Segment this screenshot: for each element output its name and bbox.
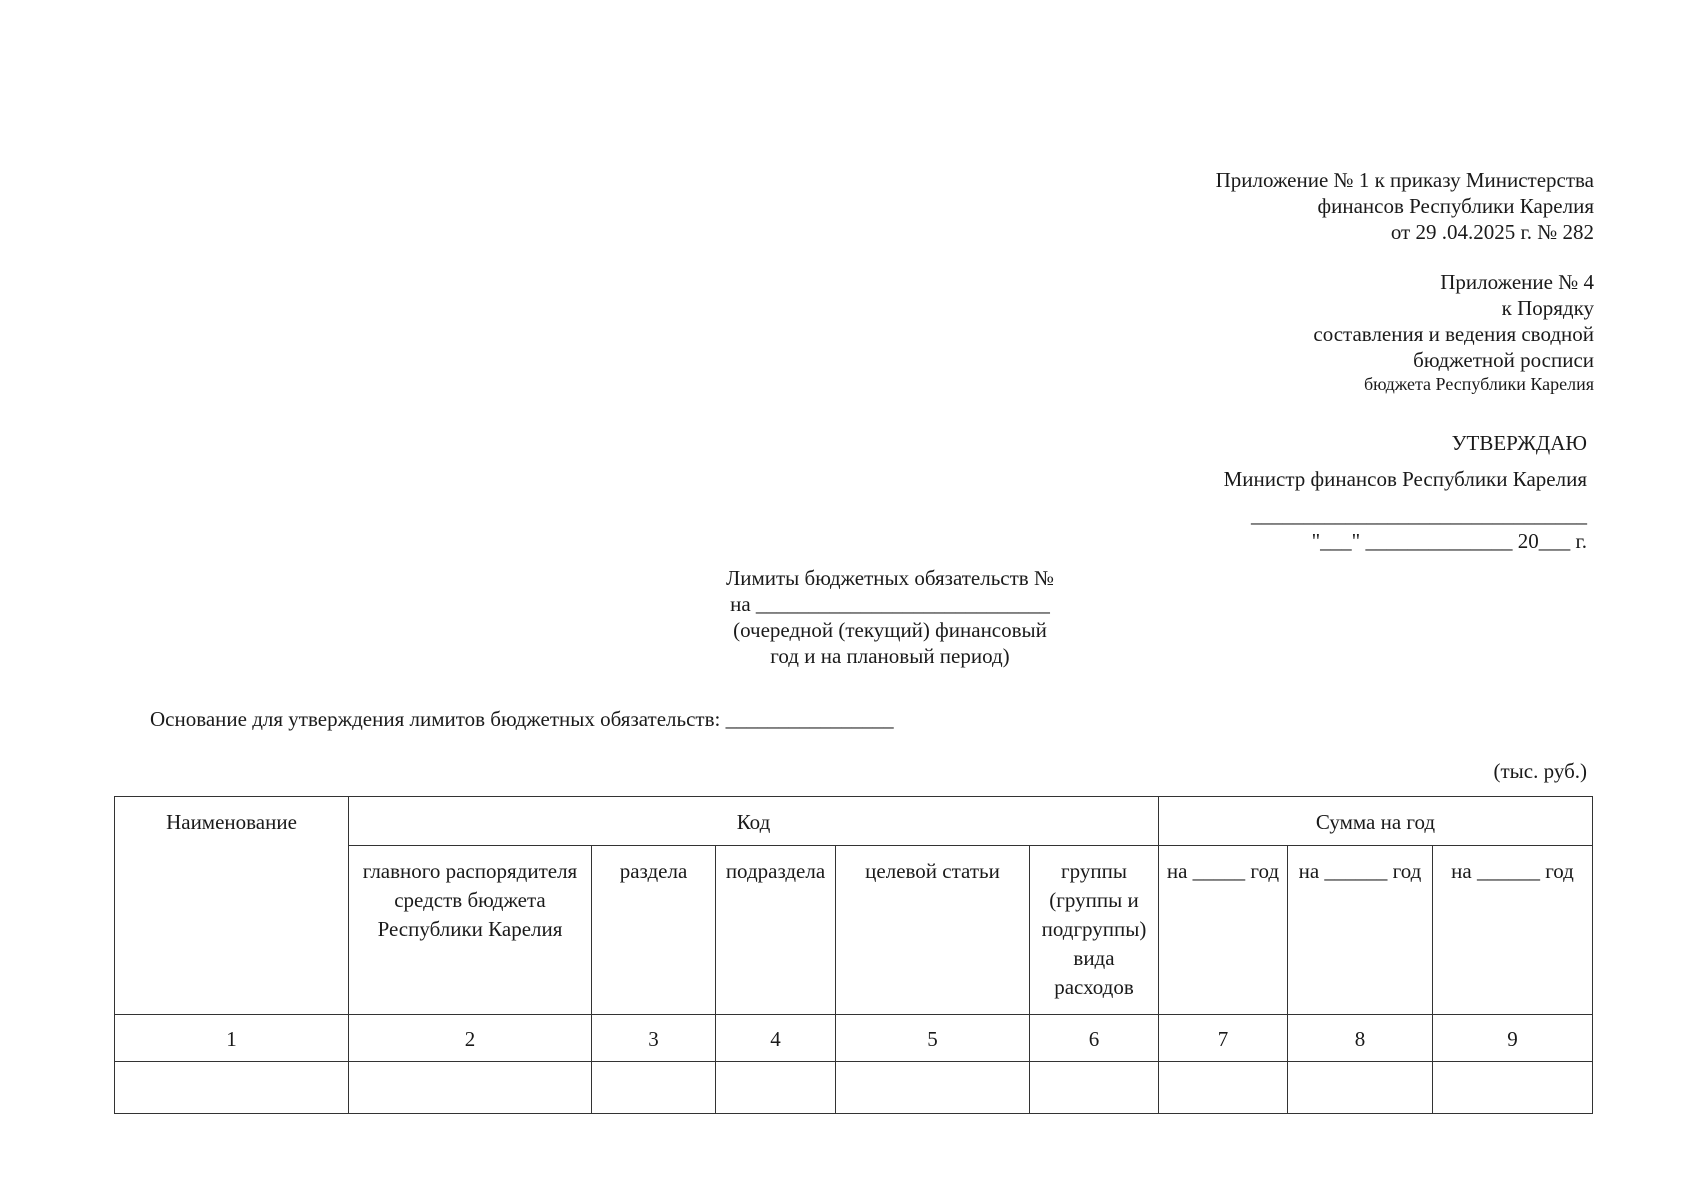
basis-line: Основание для утверждения лимитов бюджетных обязательств: ________________ [150,707,894,731]
column-number: 9 [1433,1015,1593,1062]
approval-block [1224,430,1587,554]
table-cell [1288,1062,1433,1114]
approval-date-line: "___" ______________ 20___ г. [1311,529,1587,553]
column-number: 4 [716,1015,836,1062]
table-cell [115,1062,349,1114]
table-cell [836,1062,1030,1114]
header-sum: Сумма на год [1159,797,1593,846]
column-number: 3 [592,1015,716,1062]
header-section-code: раздела [592,846,716,1015]
document-title-line: (очередной (текущий) финансовый [733,618,1047,642]
annex-header [1216,167,1594,245]
header-subsection-code: подраздела [716,846,836,1015]
header-year-3: на ______ год [1433,846,1593,1015]
document-title-line: Лимиты бюджетных обязательств № [725,566,1054,590]
header-target-item-code: целевой статьи [836,846,1030,1015]
table-cell [1159,1062,1288,1114]
annex-header-line: финансов Республики Карелия [1317,194,1594,218]
table-cell [1433,1062,1593,1114]
units-label: (тыс. руб.) [1493,759,1587,783]
column-number: 1 [115,1015,349,1062]
column-number: 5 [836,1015,1030,1062]
signature-line: ________________________________ [1251,503,1587,527]
document-title-line: год и на плановый период) [770,644,1010,668]
annex-header-line: от 29 .04.2025 г. № 282 [1390,220,1594,244]
document-title [600,565,1180,669]
column-number-row [115,1015,1593,1062]
document-title-line: на ____________________________ [730,592,1050,616]
order-annex-line: составления и ведения сводной [1313,322,1594,346]
column-number: 6 [1030,1015,1159,1062]
table-cell [592,1062,716,1114]
table-cell [716,1062,836,1114]
header-chief-manager-code: главного распорядителя средств бюджета Республики Карелия [349,846,592,1015]
column-number: 2 [349,1015,592,1062]
order-annex [1313,269,1594,395]
limits-table [114,796,1593,1114]
order-annex-small-line: бюджета Республики Карелия [1363,374,1594,394]
table-cell [349,1062,592,1114]
annex-header-line: Приложение № 1 к приказу Министерства [1215,168,1594,192]
table-header-row [115,797,1593,846]
column-number: 7 [1159,1015,1288,1062]
order-annex-line: к Порядку [1501,296,1594,320]
header-year-2: на ______ год [1288,846,1433,1015]
header-name: Наименование [115,797,349,1015]
approval-position: Министр финансов Республики Карелия [1223,467,1587,491]
header-expense-type-code: группы (группы и подгруппы) вида расходов [1030,846,1159,1015]
order-annex-line: бюджетной росписи [1413,348,1594,372]
approval-label: УТВЕРЖДАЮ [1451,431,1587,455]
table-row [115,1062,1593,1114]
column-number: 8 [1288,1015,1433,1062]
header-code: Код [349,797,1159,846]
header-year-1: на _____ год [1159,846,1288,1015]
table-cell [1030,1062,1159,1114]
order-annex-line: Приложение № 4 [1440,270,1594,294]
